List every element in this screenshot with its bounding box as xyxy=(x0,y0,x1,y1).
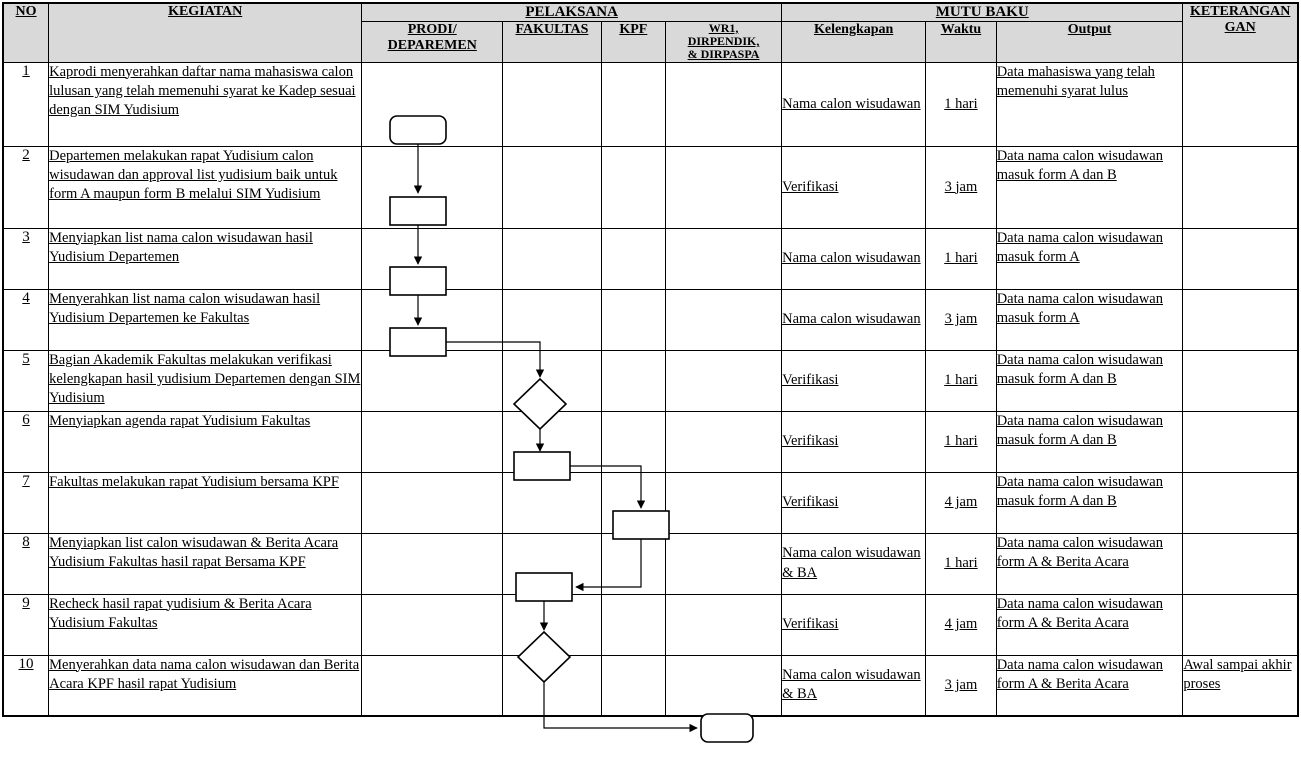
row-kelengkapan: Verifikasi xyxy=(782,146,926,228)
header-fakultas: FAKULTAS xyxy=(503,22,601,63)
flow-cell-prodi xyxy=(362,411,503,472)
flow-cell-kpf xyxy=(601,655,665,716)
table-row xyxy=(3,472,1298,533)
header-output: Output xyxy=(996,22,1183,63)
flow-cell-prodi xyxy=(362,533,503,594)
table-body xyxy=(3,62,1298,716)
flow-cell-kpf xyxy=(601,594,665,655)
header-waktu: Waktu xyxy=(926,22,997,63)
table-row xyxy=(3,350,1298,411)
flow-cell-kpf xyxy=(601,228,665,289)
header-kegiatan: KEGIATAN xyxy=(49,3,362,62)
row-number: 9 xyxy=(3,594,49,655)
flow-cell-wr1 xyxy=(665,411,781,472)
row-output: Data nama calon wisudawan form A & Berita Acara xyxy=(996,594,1183,655)
flow-cell-wr1 xyxy=(665,594,781,655)
row-output: Data nama calon wisudawan form A & Berita Acara xyxy=(996,655,1183,716)
flow-cell-kpf xyxy=(601,146,665,228)
flow-cell-fakultas xyxy=(503,655,601,716)
row-number: 5 xyxy=(3,350,49,411)
row-keterangan xyxy=(1183,146,1298,228)
flow-node-10 xyxy=(701,714,753,742)
flow-cell-wr1 xyxy=(665,350,781,411)
row-number: 10 xyxy=(3,655,49,716)
row-kelengkapan: Verifikasi xyxy=(782,594,926,655)
flow-cell-kpf xyxy=(601,350,665,411)
table-row xyxy=(3,228,1298,289)
row-keterangan xyxy=(1183,350,1298,411)
row-activity: Menyiapkan list calon wisudawan & Berita Acara Yudisium Fakultas hasil rapat Bersama KPF xyxy=(49,533,362,594)
row-number: 1 xyxy=(3,62,49,146)
header-pelaksana: PELAKSANA xyxy=(362,3,782,22)
flow-cell-kpf xyxy=(601,62,665,146)
header-mutu-baku: MUTU BAKU xyxy=(782,3,1183,22)
flow-cell-fakultas xyxy=(503,62,601,146)
row-waktu: 3 jam xyxy=(926,289,997,350)
row-number: 2 xyxy=(3,146,49,228)
row-kelengkapan: Nama calon wisudawan xyxy=(782,289,926,350)
row-number: 8 xyxy=(3,533,49,594)
header-kelengkapan: Kelengkapan xyxy=(782,22,926,63)
row-keterangan xyxy=(1183,411,1298,472)
row-keterangan: Awal sampai akhir proses xyxy=(1183,655,1298,716)
row-kelengkapan: Nama calon wisudawan & BA xyxy=(782,655,926,716)
flow-cell-prodi xyxy=(362,62,503,146)
flow-cell-kpf xyxy=(601,472,665,533)
flow-cell-prodi xyxy=(362,289,503,350)
row-waktu: 3 jam xyxy=(926,146,997,228)
row-waktu: 4 jam xyxy=(926,472,997,533)
row-keterangan xyxy=(1183,62,1298,146)
row-number: 4 xyxy=(3,289,49,350)
row-output: Data nama calon wisudawan masuk form A xyxy=(996,289,1183,350)
row-output: Data nama calon wisudawan masuk form A dan B xyxy=(996,472,1183,533)
row-waktu: 4 jam xyxy=(926,594,997,655)
flow-cell-fakultas xyxy=(503,146,601,228)
flow-cell-fakultas xyxy=(503,594,601,655)
row-activity: Bagian Akademik Fakultas melakukan verifikasi kelengkapan hasil yudisium Departemen dengan SIM Yudisium xyxy=(49,350,362,411)
row-kelengkapan: Nama calon wisudawan xyxy=(782,62,926,146)
header-prodi-departemen: PRODI/ DEPAREMEN xyxy=(362,22,503,63)
flow-cell-wr1 xyxy=(665,62,781,146)
row-waktu: 1 hari xyxy=(926,533,997,594)
row-keterangan xyxy=(1183,228,1298,289)
row-output: Data nama calon wisudawan masuk form A dan B xyxy=(996,350,1183,411)
row-output: Data nama calon wisudawan masuk form A dan B xyxy=(996,411,1183,472)
row-waktu: 3 jam xyxy=(926,655,997,716)
row-keterangan xyxy=(1183,289,1298,350)
table-row xyxy=(3,62,1298,146)
row-number: 6 xyxy=(3,411,49,472)
flow-cell-wr1 xyxy=(665,289,781,350)
row-output: Data nama calon wisudawan masuk form A xyxy=(996,228,1183,289)
flow-cell-fakultas xyxy=(503,228,601,289)
flow-cell-kpf xyxy=(601,411,665,472)
table-row xyxy=(3,411,1298,472)
row-waktu: 1 hari xyxy=(926,411,997,472)
flow-cell-fakultas xyxy=(503,350,601,411)
row-activity: Menyerahkan data nama calon wisudawan dan Berita Acara KPF hasil rapat Yudisium xyxy=(49,655,362,716)
row-activity: Fakultas melakukan rapat Yudisium bersama KPF xyxy=(49,472,362,533)
row-kelengkapan: Verifikasi xyxy=(782,411,926,472)
table-row xyxy=(3,533,1298,594)
sop-table xyxy=(2,2,1299,717)
row-activity: Menyiapkan agenda rapat Yudisium Fakultas xyxy=(49,411,362,472)
table-row xyxy=(3,289,1298,350)
header-kpf: KPF xyxy=(601,22,665,63)
row-activity: Menyerahkan list nama calon wisudawan hasil Yudisium Departemen ke Fakultas xyxy=(49,289,362,350)
row-kelengkapan: Verifikasi xyxy=(782,472,926,533)
table-row xyxy=(3,146,1298,228)
header-no: NO xyxy=(3,3,49,62)
row-kelengkapan: Verifikasi xyxy=(782,350,926,411)
flow-cell-wr1 xyxy=(665,533,781,594)
flow-cell-prodi xyxy=(362,655,503,716)
row-kelengkapan: Nama calon wisudawan & BA xyxy=(782,533,926,594)
row-activity: Kaprodi menyerahkan daftar nama mahasiswa calon lulusan yang telah memenuhi syarat ke Kadep sesuai dengan SIM Yudisium xyxy=(49,62,362,146)
row-number: 3 xyxy=(3,228,49,289)
flow-cell-fakultas xyxy=(503,411,601,472)
row-kelengkapan: Nama calon wisudawan xyxy=(782,228,926,289)
flow-cell-fakultas xyxy=(503,533,601,594)
flow-cell-fakultas xyxy=(503,289,601,350)
row-waktu: 1 hari xyxy=(926,228,997,289)
row-waktu: 1 hari xyxy=(926,350,997,411)
table-row xyxy=(3,594,1298,655)
row-waktu: 1 hari xyxy=(926,62,997,146)
row-output: Data nama calon wisudawan masuk form A dan B xyxy=(996,146,1183,228)
row-number: 7 xyxy=(3,472,49,533)
flow-cell-wr1 xyxy=(665,146,781,228)
flow-cell-prodi xyxy=(362,228,503,289)
row-output: Data nama calon wisudawan form A & Berita Acara xyxy=(996,533,1183,594)
flow-cell-prodi xyxy=(362,472,503,533)
flow-cell-kpf xyxy=(601,289,665,350)
flow-cell-prodi xyxy=(362,594,503,655)
flow-cell-prodi xyxy=(362,350,503,411)
row-keterangan xyxy=(1183,594,1298,655)
row-output: Data mahasiswa yang telah memenuhi syarat lulus xyxy=(996,62,1183,146)
row-keterangan xyxy=(1183,472,1298,533)
header-wr1-dirpendik-dirpaspa: WR1, DIRPENDIK, & DIRPASPA xyxy=(665,22,781,63)
flow-cell-wr1 xyxy=(665,655,781,716)
table-row xyxy=(3,655,1298,716)
row-activity: Recheck hasil rapat yudisium & Berita Acara Yudisium Fakultas xyxy=(49,594,362,655)
row-activity: Menyiapkan list nama calon wisudawan hasil Yudisium Departemen xyxy=(49,228,362,289)
flow-cell-prodi xyxy=(362,146,503,228)
row-activity: Departemen melakukan rapat Yudisium calon wisudawan dan approval list yudisium baik untuk form A maupun form B melalui SIM Yudisium xyxy=(49,146,362,228)
row-keterangan xyxy=(1183,533,1298,594)
flow-cell-wr1 xyxy=(665,472,781,533)
flow-cell-kpf xyxy=(601,533,665,594)
flow-cell-fakultas xyxy=(503,472,601,533)
flow-cell-wr1 xyxy=(665,228,781,289)
table-header xyxy=(3,3,1298,62)
header-keterangan: KETERANGAN GAN xyxy=(1183,3,1298,62)
